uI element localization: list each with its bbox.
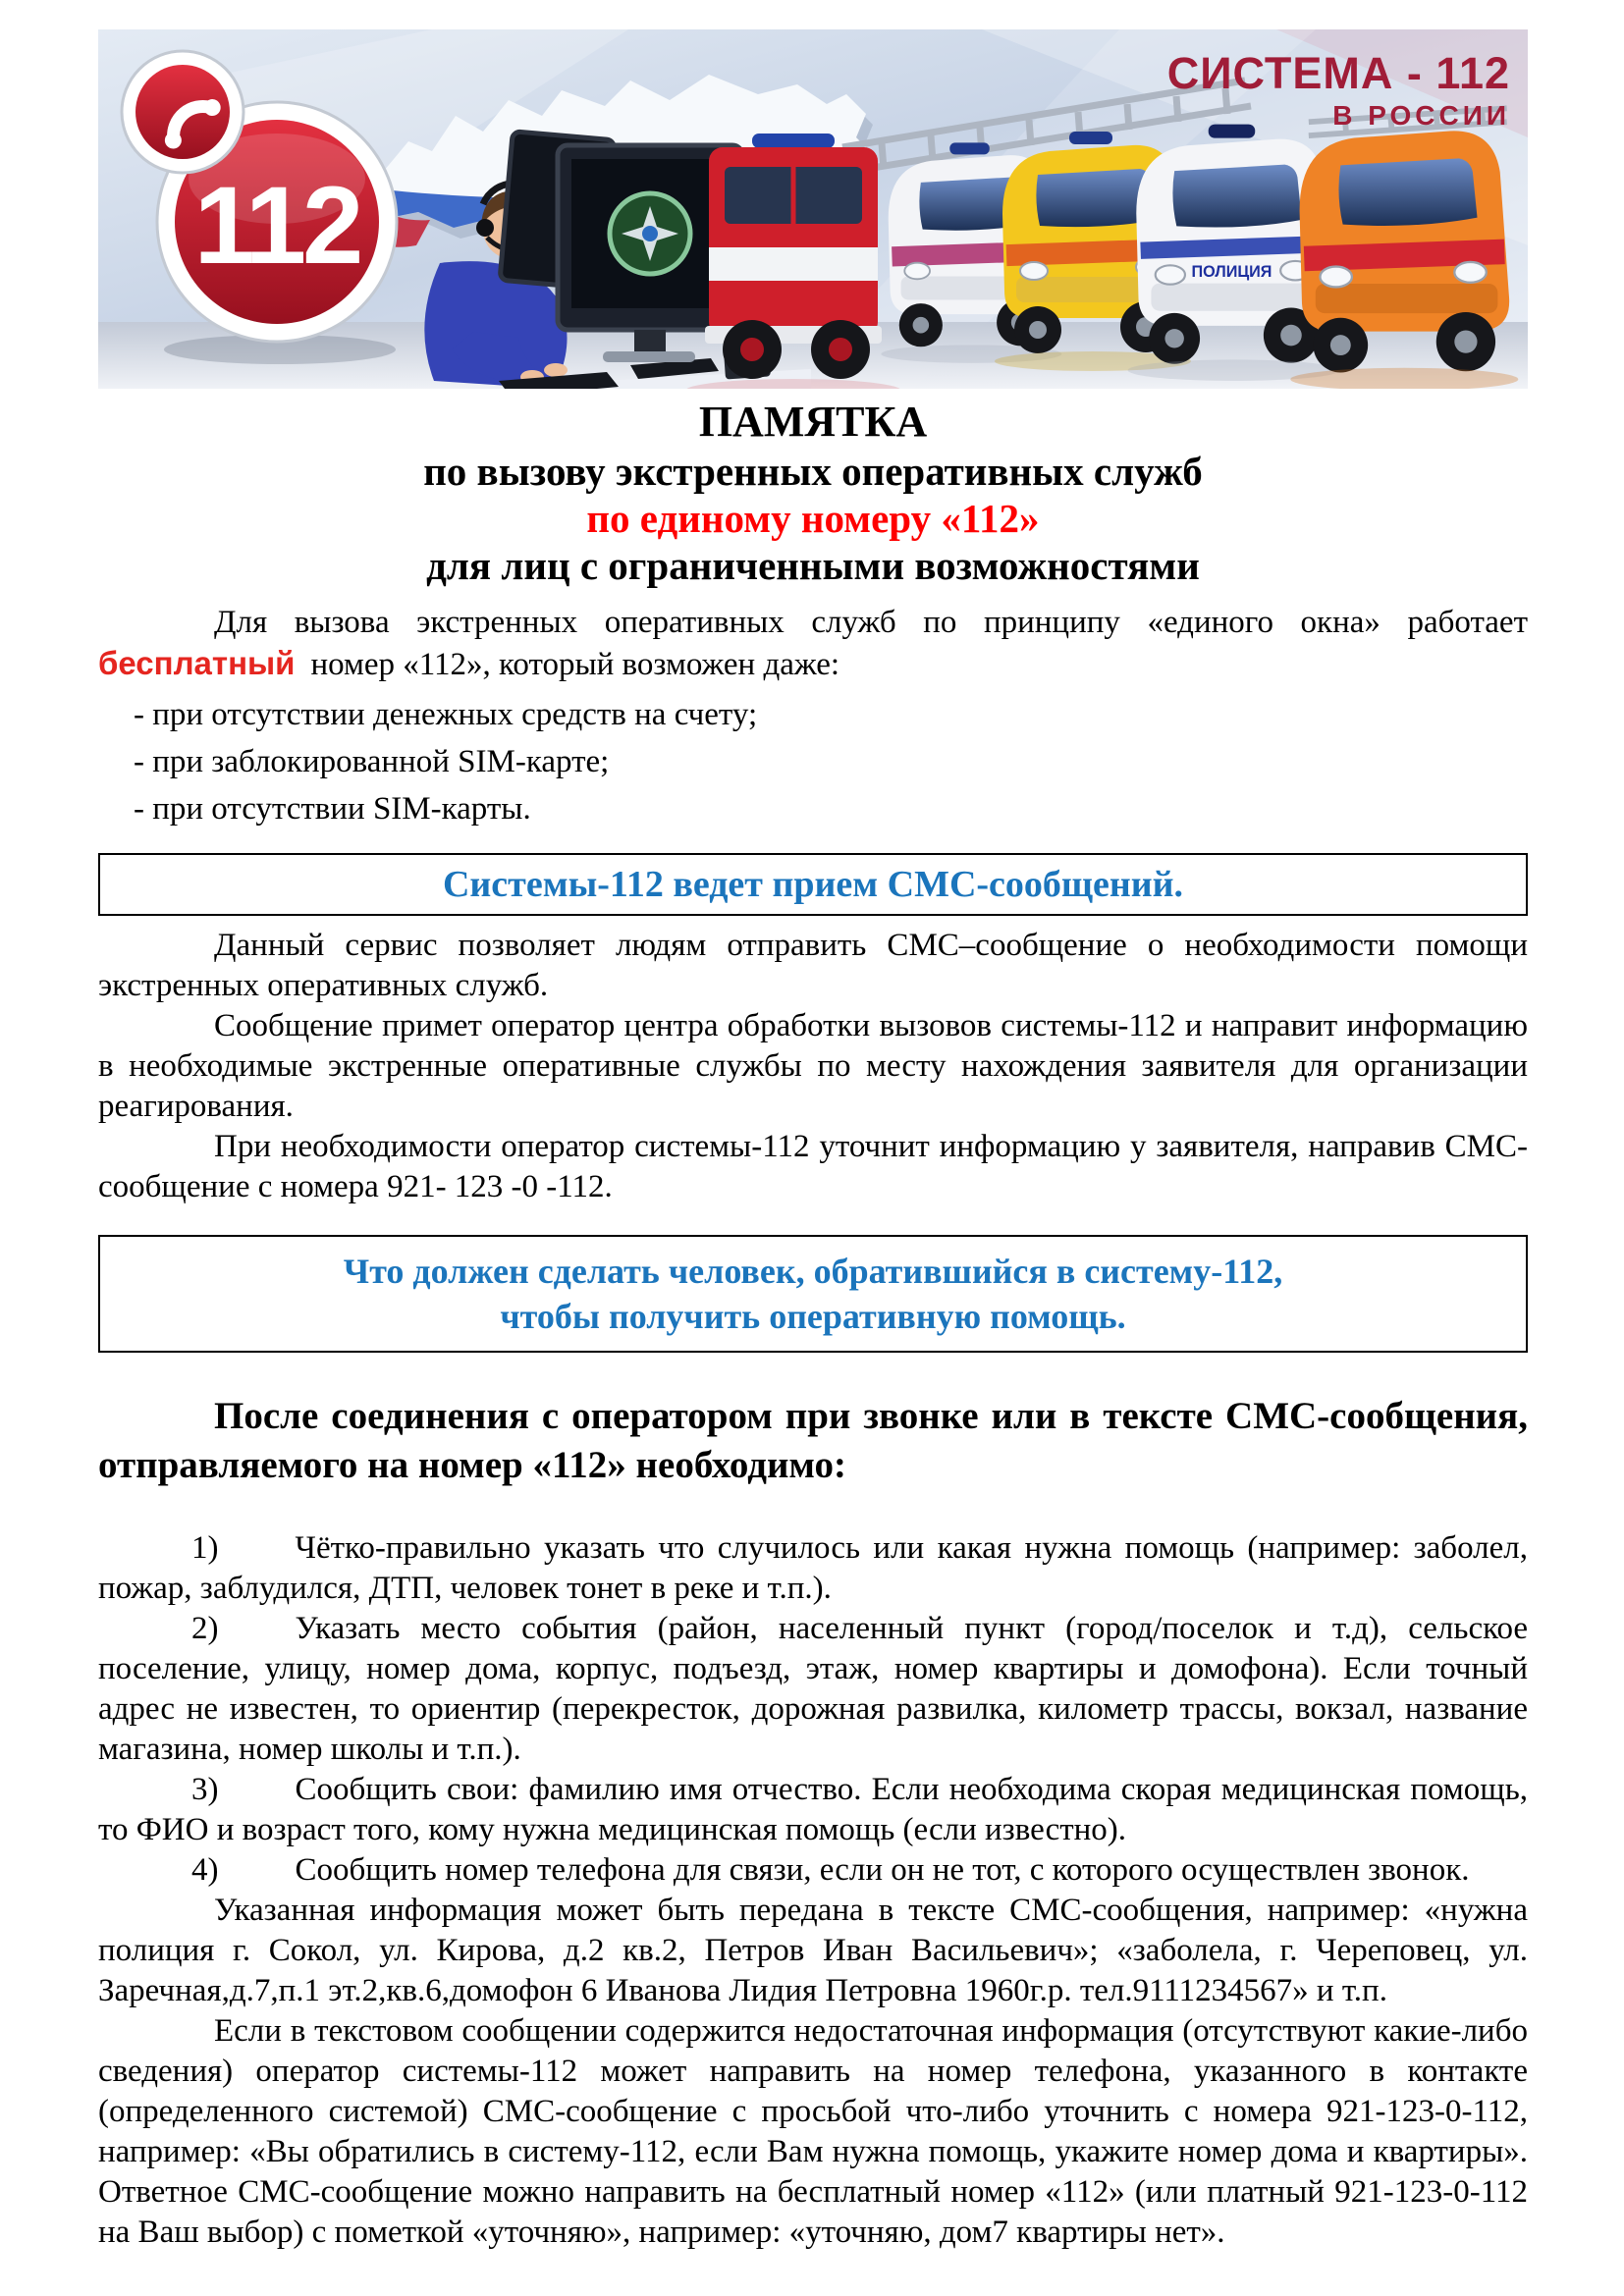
paragraph: При необходимости оператор системы-112 уточнит информацию у заявителя, направив СМС-сообщение с номера 921- 123 -0 -112. bbox=[98, 1129, 1528, 1204]
list-item: - при отсутствии денежных средств на счету; bbox=[134, 697, 758, 732]
step-text: Указать место события (район, населенный пункт (город/поселок и т.д), сельское поселение, улицу, номер дома, корпус, подъезд, этаж, номер квартиры и домофона). Если точный адрес не известен, то ориентир (перекресток, дорожная развилка, километр трассы, вокзал, название магазина, номер школы и т.п.). bbox=[98, 1611, 1528, 1767]
step-text: Сообщить свои: фамилию имя отчество. Если необходима скорая медицинская помощь, то ФИО и возраст того, кому нужна медицинская помощь (если известно). bbox=[98, 1772, 1528, 1847]
action-heading-line-2: чтобы получить оперативную помощь. bbox=[500, 1297, 1126, 1336]
intro-paragraph bbox=[98, 603, 1528, 685]
brand-subtitle: В РОССИИ bbox=[1332, 100, 1510, 131]
title-line-3-red: по единому номеру «112» bbox=[586, 496, 1040, 541]
intro-bullet-list bbox=[98, 695, 1528, 829]
paragraph: Данный сервис позволяет людям отправить СМС–сообщение о необходимости помощи экстренных оперативных служб. bbox=[98, 928, 1528, 1003]
step-item bbox=[98, 1609, 1528, 1770]
action-heading-box bbox=[98, 1235, 1528, 1353]
paragraph: Сообщение примет оператор центра обработки вызовов системы-112 и направит информацию в необходимые экстренные оперативные службы по месту нахождения заявителя для организации реагирования. bbox=[98, 1008, 1528, 1124]
title-line-2: по вызову экстренных оперативных служб bbox=[423, 449, 1203, 494]
sms-heading: Системы-112 ведет прием СМС-сообщений. bbox=[442, 864, 1184, 905]
system-112-banner bbox=[98, 29, 1528, 389]
intro-text-2: номер «112», который возможен даже: bbox=[310, 647, 840, 682]
title-line-1: ПАМЯТКА bbox=[698, 398, 928, 446]
list-item: - при заблокированной SIM-карте; bbox=[134, 744, 610, 779]
police-label: ПОЛИЦИЯ bbox=[1191, 263, 1272, 282]
step-item bbox=[98, 1850, 1528, 1891]
document-title bbox=[98, 397, 1528, 589]
step-number: 1) bbox=[191, 1530, 219, 1566]
step-number: 4) bbox=[191, 1852, 219, 1888]
list-item: - при отсутствии SIM-карты. bbox=[134, 791, 531, 827]
step-text: Сообщить номер телефона для связи, если он не тот, с которого осуществлен звонок. bbox=[295, 1852, 1470, 1888]
step-text: Чётко-правильно указать что случилось или какая нужна помощь (например: заболел, пожар, заблудился, ДТП, человек тонет в реке и т.п.). bbox=[98, 1530, 1528, 1606]
title-line-4: для лиц с ограниченными возможностями bbox=[426, 543, 1200, 588]
example-paragraph: Указанная информация может быть передана в тексте СМС-сообщения, например: «нужна полиция г. Сокол, ул. Кирова, д.2 кв.2, Петров Иван Васильевич»; «заболела, г. Череповец, ул. Заречная,д.7,п.1 эт.2,кв.6,домофон 6 Иванова Лидия Петровна 1960г.р. тел.9111234567» и т.п. bbox=[98, 1893, 1528, 2008]
instruction-heading: После соединения с оператором при звонке или в тексте СМС-сообщения, отправляемого на номер «112» необходимо: bbox=[98, 1395, 1528, 1486]
clarify-paragraph: Если в текстовом сообщении содержится недостаточная информация (отсутствуют какие-либо сведения) оператор системы-112 может направить на номер телефона, указанного в контакте (определенного системой) СМС-сообщение с просьбой что-либо уточнить с номера 921-123-0-112, например: «Вы обратились в систему-112, если Вам нужна помощь, укажите номер дома и квартиры». Ответное СМС-сообщение можно направить на бесплатный номер «112» (или платный 921-123-0-112 на Ваш выбор) с пометкой «уточняю», например: «уточняю, дом7 квартиры нет». bbox=[98, 2013, 1528, 2250]
step-item bbox=[98, 1528, 1528, 1609]
action-heading-line-1: Что должен сделать человек, обратившийся в систему-112, bbox=[343, 1252, 1283, 1291]
free-highlight: бесплатный bbox=[98, 645, 296, 681]
brand-title: СИСТЕМА - 112 bbox=[1166, 48, 1510, 98]
steps-list bbox=[98, 1528, 1528, 1891]
step-number: 2) bbox=[191, 1611, 219, 1646]
step-item bbox=[98, 1770, 1528, 1850]
step-number: 3) bbox=[191, 1772, 219, 1807]
sms-section bbox=[98, 926, 1528, 1207]
intro-text-1: Для вызова экстренных оперативных служб по принципу «единого окна» работает bbox=[214, 605, 1528, 640]
sms-heading-box bbox=[98, 853, 1528, 916]
beacon-light bbox=[752, 133, 835, 148]
logo-112-number: 112 bbox=[193, 164, 360, 287]
